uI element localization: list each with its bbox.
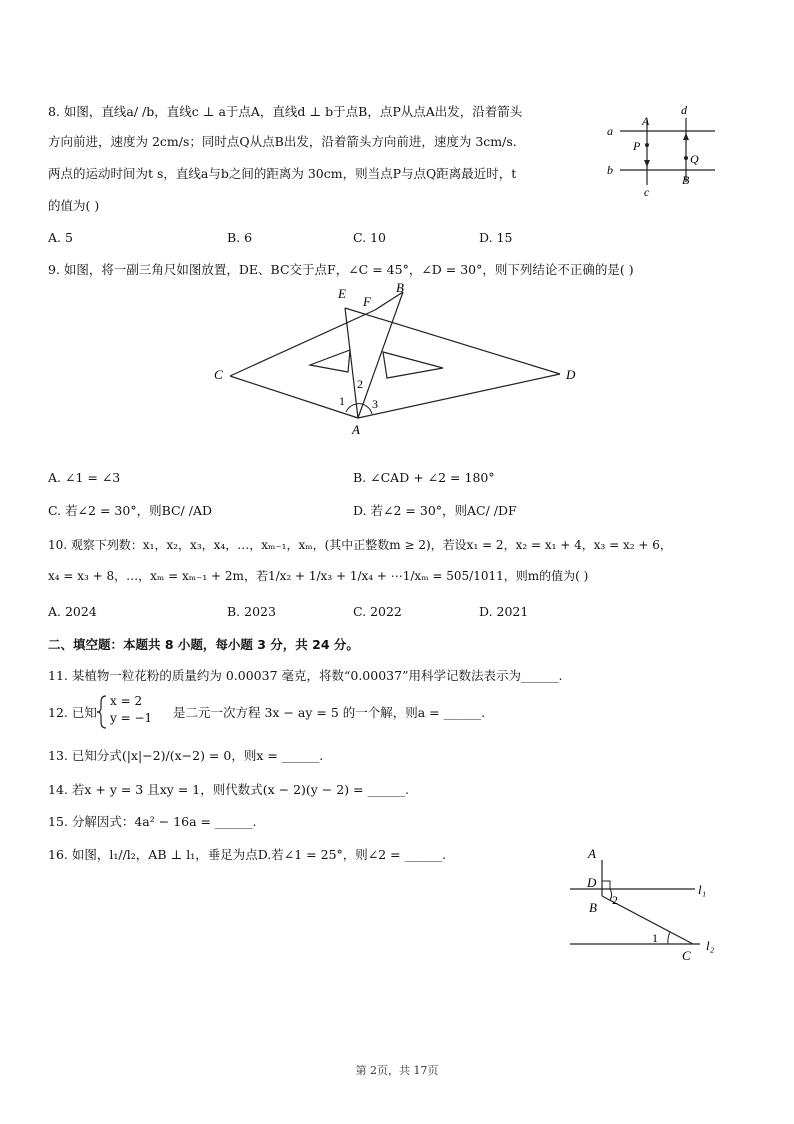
q11-text: 11. 某植物一粒花粉的质量约为 0.00037 毫克，将数“0.00037”用科学记数法表示为______. — [48, 668, 563, 683]
q8-figure — [600, 100, 725, 200]
q16-label-B: B — [589, 900, 597, 915]
q12-brace — [96, 694, 108, 730]
q10-line-1: 10. 观察下列数：x₁，x₂，x₃，x₄，…，xₘ₋₁，xₘ，(其中正整数m ≥ 2)，若设x₁ = 2，x₂ = x₁ + 4，x₃ = x₂ + 6， — [48, 538, 672, 552]
q15-text: 15. 分解因式：4a² − 16a = ______. — [48, 814, 257, 829]
q16-label-C: C — [682, 948, 691, 963]
q9-option-b: B. ∠CAD + ∠2 = 180° — [353, 470, 495, 485]
q14-text: 14. 若x + y = 3 且xy = 1，则代数式(x − 2)(y − 2) = ______. — [48, 782, 409, 797]
q16-figure — [560, 840, 730, 965]
q8-label-c: c — [644, 185, 650, 199]
q12-equation-2: y = −1 — [110, 711, 153, 725]
q9-option-d: D. 若∠2 = 30°，则AC/ /DF — [353, 503, 517, 518]
q9-figure — [200, 278, 600, 438]
q9-label-F: F — [363, 294, 371, 309]
section-heading: 二、填空题：本题共 8 小题，每小题 3 分，共 24 分。 — [48, 637, 359, 652]
q16-label-l2: l₂ — [706, 938, 715, 953]
q16-label-2: 2 — [612, 893, 618, 907]
q9-stem: 9. 如图，将一副三角尺如图放置，DE、BC交于点F，∠C = 45°，∠D = 30°，则下列结论不正确的是( ) — [48, 262, 634, 277]
q10-option-a: A. 2024 — [48, 604, 97, 619]
q9-label-B: B — [396, 280, 404, 295]
q12-prefix: 12. 已知 — [48, 705, 97, 720]
q10-option-c: C. 2022 — [353, 604, 402, 619]
q12-equation-1: x = 2 — [110, 694, 143, 708]
q9-option-a: A. ∠1 = ∠3 — [48, 470, 121, 485]
q8-label-B: B — [682, 173, 690, 187]
q8-label-Q: Q — [690, 152, 699, 166]
q8-option-c: C. 10 — [353, 230, 386, 245]
q9-label-E: E — [338, 286, 346, 301]
q16-label-A: A — [588, 846, 596, 861]
q9-label-D: D — [566, 367, 576, 382]
q9-label-1: 1 — [339, 394, 345, 408]
q9-label-A: A — [352, 422, 360, 437]
q8-line-3: 两点的运动时间为t s，直线a与b之间的距离为 30cm，则当点P与点Q距离最近时，t — [48, 166, 517, 181]
q8-label-d: d — [681, 103, 687, 117]
q8-label-b: b — [607, 163, 613, 177]
q8-line-4: 的值为( ) — [48, 198, 100, 213]
q13-text: 13. 已知分式(|x|−2)/(x−2) = 0，则x = ______. — [48, 748, 324, 763]
q12-suffix: 是二元一次方程 3x − ay = 5 的一个解，则a = ______. — [173, 705, 486, 720]
q8-line-1: 8. 如图，直线a/ /b，直线c ⊥ a于点A，直线d ⊥ b于点B，点P从点A出发，沿着箭头 — [48, 104, 523, 119]
q16-label-1: 1 — [652, 931, 658, 945]
q9-label-2: 2 — [357, 377, 363, 391]
q8-label-P: P — [633, 139, 641, 153]
q8-label-a: a — [607, 124, 613, 138]
q8-label-A: A — [642, 114, 650, 128]
q16-label-D: D — [587, 875, 597, 890]
q8-line-2: 方向前进，速度为 2cm/s；同时点Q从点B出发，沿着箭头方向前进，速度为 3cm/s. — [48, 134, 517, 149]
q8-option-a: A. 5 — [48, 230, 73, 245]
q10-option-d: D. 2021 — [479, 604, 529, 619]
q8-option-d: D. 15 — [479, 230, 513, 245]
q8-option-b: B. 6 — [227, 230, 253, 245]
q10-option-b: B. 2023 — [227, 604, 276, 619]
q9-label-C: C — [214, 367, 223, 382]
q9-label-3: 3 — [372, 397, 378, 411]
q16-text: 16. 如图，l₁//l₂，AB ⊥ l₁，垂足为点D.若∠1 = 25°，则∠2 = ______. — [48, 847, 447, 862]
q10-line-2: x₄ = x₃ + 8，…，xₘ = xₘ₋₁ + 2m，若1/x₂ + 1/x₃ + 1/x₄ + ⋯1/xₘ = 505/1011，则m的值为( ) — [48, 569, 589, 583]
q9-option-c: C. 若∠2 = 30°，则BC/ /AD — [48, 503, 212, 518]
page-footer: 第 2页，共 17页 — [355, 1064, 439, 1077]
q16-label-l1: l₁ — [698, 882, 707, 897]
